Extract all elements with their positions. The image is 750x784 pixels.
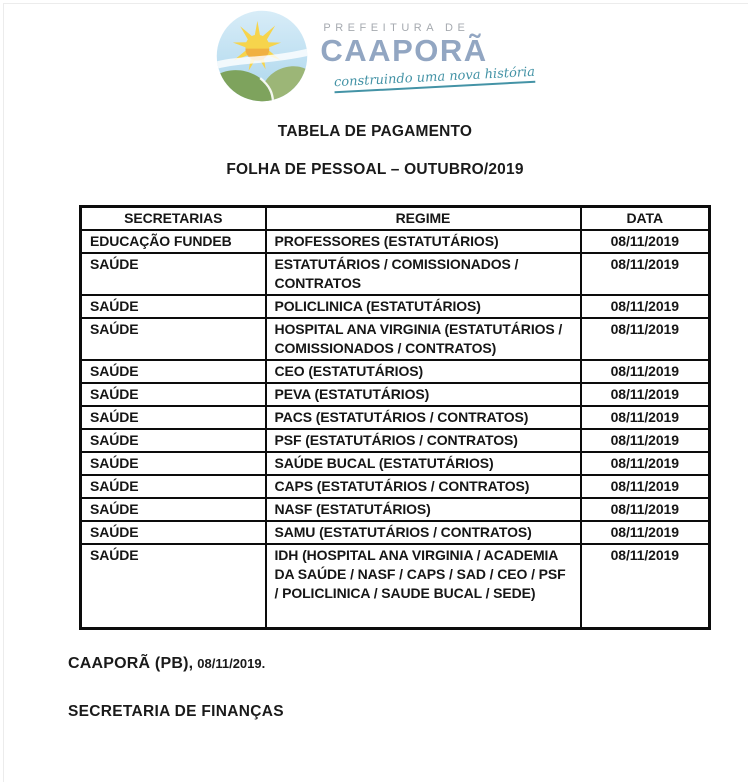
col-header-data: DATA bbox=[581, 207, 710, 231]
payment-table-body bbox=[81, 230, 710, 629]
cell-secretaria: SAÚDE bbox=[81, 521, 266, 544]
cell-date: 08/11/2019 bbox=[581, 406, 710, 429]
cell-date: 08/11/2019 bbox=[581, 360, 710, 383]
cell-regime: PSF (ESTATUTÁRIOS / CONTRATOS) bbox=[266, 429, 581, 452]
cell-date: 08/11/2019 bbox=[581, 452, 710, 475]
document-title: TABELA DE PAGAMENTO bbox=[277, 123, 473, 140]
footer-department: SECRETARIA DE FINANÇAS bbox=[68, 703, 284, 720]
table-row bbox=[81, 295, 710, 318]
document-subtitle: FOLHA DE PESSOAL – OUTUBRO/2019 bbox=[226, 161, 524, 178]
cell-regime: IDH (HOSPITAL ANA VIRGINIA / ACADEMIA DA SAÚDE / NASF / CAPS / SAD / CEO / PSF / POLICLINICA / SAUDE BUCAL / SEDE) bbox=[266, 544, 581, 629]
col-header-regime: REGIME bbox=[266, 207, 581, 231]
cell-regime: PACS (ESTATUTÁRIOS / CONTRATOS) bbox=[266, 406, 581, 429]
table-row bbox=[81, 383, 710, 406]
cell-date: 08/11/2019 bbox=[581, 230, 710, 253]
cell-regime: SAÚDE BUCAL (ESTATUTÁRIOS) bbox=[266, 452, 581, 475]
table-row bbox=[81, 360, 710, 383]
cell-secretaria: SAÚDE bbox=[81, 295, 266, 318]
municipality-seal-icon bbox=[214, 8, 310, 104]
col-header-secretarias: SECRETARIAS bbox=[81, 207, 266, 231]
table-row bbox=[81, 253, 710, 295]
cell-regime: POLICLINICA (ESTATUTÁRIOS) bbox=[266, 295, 581, 318]
table-row bbox=[81, 475, 710, 498]
cell-regime: PEVA (ESTATUTÁRIOS) bbox=[266, 383, 581, 406]
table-row bbox=[81, 498, 710, 521]
footer-place: CAAPORÃ (PB), bbox=[68, 655, 194, 672]
logo-tagline: construindo uma nova história bbox=[334, 64, 536, 93]
cell-date: 08/11/2019 bbox=[581, 318, 710, 360]
cell-regime: CEO (ESTATUTÁRIOS) bbox=[266, 360, 581, 383]
cell-secretaria: SAÚDE bbox=[81, 544, 266, 629]
page-edge-top-line bbox=[3, 3, 748, 4]
cell-secretaria: SAÚDE bbox=[81, 318, 266, 360]
logo-wordmark bbox=[320, 22, 535, 88]
cell-date: 08/11/2019 bbox=[581, 498, 710, 521]
cell-date: 08/11/2019 bbox=[581, 544, 710, 629]
table-row bbox=[81, 406, 710, 429]
logo-org-name: CAAPORÃ bbox=[320, 33, 488, 68]
cell-secretaria: SAÚDE bbox=[81, 406, 266, 429]
footer-date: 08/11/2019. bbox=[197, 656, 266, 671]
cell-date: 08/11/2019 bbox=[581, 521, 710, 544]
cell-regime: CAPS (ESTATUTÁRIOS / CONTRATOS) bbox=[266, 475, 581, 498]
table-row bbox=[81, 429, 710, 452]
table-header-row bbox=[81, 207, 710, 231]
cell-secretaria: SAÚDE bbox=[81, 253, 266, 295]
logo-header bbox=[0, 0, 750, 108]
cell-regime: PROFESSORES (ESTATUTÁRIOS) bbox=[266, 230, 581, 253]
table-row bbox=[81, 230, 710, 253]
cell-secretaria: SAÚDE bbox=[81, 383, 266, 406]
cell-secretaria: SAÚDE bbox=[81, 429, 266, 452]
table-row bbox=[81, 318, 710, 360]
cell-secretaria: SAÚDE bbox=[81, 360, 266, 383]
cell-date: 08/11/2019 bbox=[581, 475, 710, 498]
cell-date: 08/11/2019 bbox=[581, 383, 710, 406]
logo-org-line: PREFEITURA DE bbox=[323, 22, 470, 34]
page-edge-left-line bbox=[3, 3, 4, 782]
table-row bbox=[81, 452, 710, 475]
cell-regime: NASF (ESTATUTÁRIOS) bbox=[266, 498, 581, 521]
cell-secretaria: SAÚDE bbox=[81, 452, 266, 475]
cell-regime: ESTATUTÁRIOS / COMISSIONADOS / CONTRATOS bbox=[266, 253, 581, 295]
cell-secretaria: EDUCAÇÃO FUNDEB bbox=[81, 230, 266, 253]
cell-date: 08/11/2019 bbox=[581, 429, 710, 452]
payment-table bbox=[79, 205, 711, 630]
cell-secretaria: SAÚDE bbox=[81, 475, 266, 498]
cell-secretaria: SAÚDE bbox=[81, 498, 266, 521]
cell-date: 08/11/2019 bbox=[581, 295, 710, 318]
cell-regime: HOSPITAL ANA VIRGINIA (ESTATUTÁRIOS / COMISSIONADOS / CONTRATOS) bbox=[266, 318, 581, 360]
table-row bbox=[81, 544, 710, 629]
footer-place-date-line bbox=[68, 655, 750, 673]
cell-regime: SAMU (ESTATUTÁRIOS / CONTRATOS) bbox=[266, 521, 581, 544]
cell-date: 08/11/2019 bbox=[581, 253, 710, 295]
table-row bbox=[81, 521, 710, 544]
